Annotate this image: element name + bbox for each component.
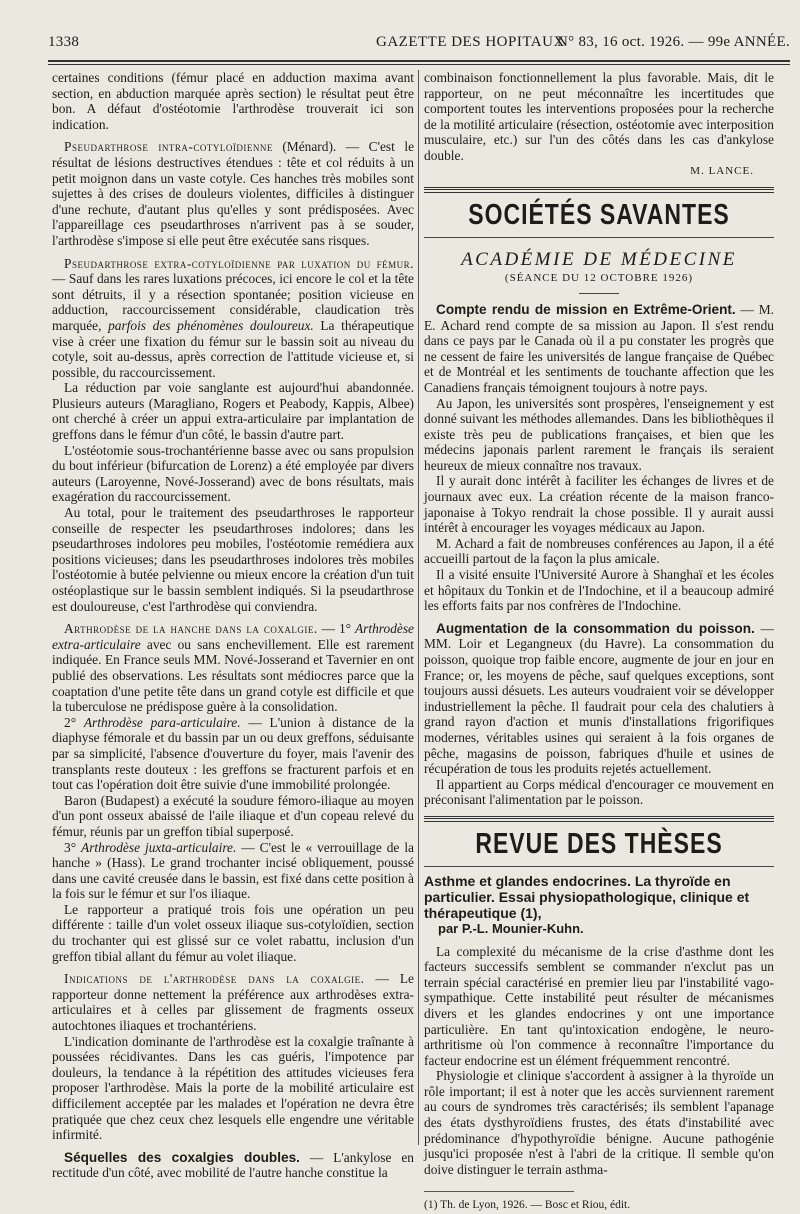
page-header xyxy=(48,30,790,56)
paragraph: Physiologie et clinique s'accordent à assigner à la thyroïde un rôle important; il est à noter que les accès surviennent rarement au cours de syndromes très caractérisés; ils semblent l'apanage des états dysthyroïdiens frustes, des états d'instabilité avec prédominance d'hypothyroïdie bénigne. Aucune pathogénie jusqu'ici proposée n'est à l'abri de la critique. Il semble qu'on doive distinguer le terrain asthma- xyxy=(424,1068,774,1177)
paragraph: Au Japon, les universités sont prospères, l'enseignement y est donné suivant les méthodes allemandes. Dans les bibliothèques il existe très peu de publications françaises, et bien que les médecins japonais parlent rarement le français ils seraient heureux de mieux connaître nos travaux. xyxy=(424,395,774,473)
section-rule xyxy=(424,816,774,822)
journal-title: GAZETTE DES HOPITAUX xyxy=(376,34,565,50)
paragraph: Baron (Budapest) a exécuté la soudure fémoro-iliaque au moyen d'un pont osseux abaissé de l'aile iliaque et d'un copeau relevé du fémur, réunis par un greffon tibial superposé. xyxy=(52,792,414,839)
italic-text: Arthrodèse para-articulaire. xyxy=(83,714,241,730)
italic-text: parfois des phénomènes douloureux. xyxy=(108,317,314,333)
paragraph xyxy=(424,302,774,396)
paragraph xyxy=(52,1150,414,1181)
paragraph: certaines conditions (fémur placé en adduction maxima avant section, en abduction marquée après section) le résultat peut être bon. A défaut d'ostéotomie l'arthrodèse trouverait ici son indication. xyxy=(52,70,414,132)
thesis-author: par P.-L. Mounier-Kuhn. xyxy=(438,920,584,936)
paragraph xyxy=(52,256,414,381)
paragraph-text: 3° xyxy=(64,839,82,855)
section-title: REVUE DES THÈSES xyxy=(475,826,723,859)
paragraph-text: — M. E. Achard rend compte de sa mission au Japon. Il s'est rendu dans ce pays par le Canada où il a pu constater les progrès que ne cessent de faire les universités de langue française de Québec et de Montréal et les sentiments de touchante affection que les Canadiens français témoignent toujours à notre pays. xyxy=(424,301,774,395)
paragraph: Il y aurait donc intérêt à faciliter les échanges de livres et de journaux avec eux. La création récente de la maison franco-japonaise à Tokyo rendrait la chose possible. Il y aurait aussi intérêt à encourager les voyages médicaux au Japon. xyxy=(424,473,774,536)
paragraph: L'ostéotomie sous-trochantérienne basse avec ou sans propulsion du bout inférieur (bifurcation de Lorenz) a été employée par divers auteurs (Laroyenne, Nové-Josserand) avec de bons résultats, mais exagération du raccourcissement. xyxy=(52,442,414,505)
paragraph xyxy=(52,139,414,248)
academy-title: ACADÉMIE DE MÉDECINE xyxy=(461,248,737,270)
paragraph: La complexité du mécanisme de la crise d'asthme dont les facteurs successifs semblent se commander n'exclut pas un terrain spécial caractérisé en premier lieu par l'instabilité vago-sympathique. Cette instabilité peut résulter de mécanismes divers et les glandes endocrines y ont une importance particulière. En tant qu'intoxication endogène, le neuro-arthritisme où l'on commence à reconnaître l'importance du facteur endocrine est un élément fréquemment rencontré. xyxy=(424,943,774,1068)
right-column xyxy=(424,70,774,1214)
issue-info: N° 83, 16 oct. 1926. — 99e ANNÉE. xyxy=(557,34,790,50)
paragraph-text: — MM. Loir et Legangneux (du Havre). La consommation du poisson, quoique trop faible encore, augmente de jour en jour en France; or, les moyens de pêche, sauf quelques exceptions, sont toujours aussi désuets. Les auteurs voudraient voir se développer industriellement la pêche. Il faudrait pour cela des chalutiers à grand rayon d'action et munis d'installations frigorifiques modernes, véritables usines qui seraient à la fois organes de pêche, magasins de poisson, fabriques d'huile et usines de récupération de tous les produits rejetés actuellement. xyxy=(424,620,774,777)
paragraph: Le rapporteur a pratiqué trois fois une opération un peu différente : taille d'un volet osseux iliaque sus-cotyloïdien, section du trochanter qui est glissé sur ce volet rabattu, inclusion d'un greffon tibial allant du fémur au volet iliaque. xyxy=(52,901,414,964)
footnote xyxy=(424,1191,631,1214)
section-heading: Séquelles des coxalgies doubles. xyxy=(64,1149,300,1165)
paragraph-text: — 1° xyxy=(317,621,355,637)
paragraph: La réduction par voie sanglante est aujourd'hui abandonnée. Plusieurs auteurs (Maragliano, Rogers et Peabody, Kappis, Albee) ont cherché à créer un appui extra-articulaire par implantation de greffons dans le fémur d'un côté, le bassin d'autre part. xyxy=(52,380,414,443)
author-signature: M. LANCE. xyxy=(690,164,754,177)
paragraph-text: — L'union à distance de la diaphyse fémorale et du bassin par un ou deux greffons, séduisante par sa simplicité, l'absence d'ouverture du foyer, mais l'avenir des transplants reste douteux : les greffons se fracturent parfois et en tout cas l'opération doit être suivie d'une immobilité prolongée. xyxy=(52,714,414,793)
column-divider xyxy=(418,70,419,1145)
left-column xyxy=(52,70,414,1181)
paragraph xyxy=(424,621,774,777)
paragraph-text: — C'est le « verrouillage de la hanche » (Hass). Le grand trochanter incisé obliquement, poussé dans une cavité creusée dans le bassin, est fixé dans cette position à la fois sur le fémur et sur l'os iliaque. xyxy=(52,839,414,902)
paragraph xyxy=(52,840,414,902)
paragraph-text: — Sauf dans les rares luxations précoces, ici encore le col et la tête sont détruits, il y a résection spontanée; position vicieuse en adduction, raccourcissement considérable, claudication très marquée, xyxy=(52,271,414,333)
header-rule xyxy=(48,60,790,65)
italic-text: Arthrodèse extra-articulaire xyxy=(52,621,414,652)
thesis-title: Asthme et glandes endocrines. La thyroïde en particulier. Essai physiopathologique, clinique et thérapeutique (1), xyxy=(424,872,750,921)
footnote-text: (1) Th. de Lyon, 1926. — Bosc et Riou, édit. xyxy=(424,1199,631,1212)
paragraph-text: — L'ankylose en rectitude d'un côté, avec mobilité de l'autre hanche constitue la xyxy=(52,1149,414,1181)
paragraph: Il appartient au Corps médical d'encourager ce mouvement en préconisant l'alimentation par le poisson. xyxy=(424,776,774,808)
italic-text: Arthrodèse juxta-articulaire. xyxy=(81,839,237,855)
paragraph: M. Achard a fait de nombreuses conférences au Japon, il a été accueilli partout de la façon la plus amicale. xyxy=(424,535,774,567)
paragraph-text: La thérapeutique vise à créer une fixation du fémur sur le bassin soit au niveau du cotyle, soit au-dessus, après correction de l'attitude vicieuse et, si possible, du raccourcissement. xyxy=(52,317,414,380)
section-rule xyxy=(424,187,774,193)
paragraph: Au total, pour le traitement des pseudarthroses le rapporteur conseille de respecter les pseudarthroses indolores; dans les pseudarthroses indolores peu mobiles, l'ostéotomie remédiera aux positions vicieuses; dans les pseudarthroses indolores très mobiles l'ostéotomie à butée pelvienne ou mieux encore la création d'un tuit ostéoplastique sur le bassin semblent indiqués. Si la pseudarthrose est douloureuse, c'est l'arthrodèse qui conviendra. xyxy=(52,505,414,614)
section-heading: Arthrodèse de la hanche dans la coxalgie. xyxy=(64,621,318,637)
paragraph-text: — Le rapporteur donne nettement la préférence aux arthrodèses extra-articulaires et à celles par glissement de fragments osseux autochtones iliaques et trochantériens. xyxy=(52,971,414,1034)
paragraph-text: avec ou sans enchevillement. Elle est rarement indiquée. En France seuls MM. Nové-Josserand et Tavernier en ont publié des observations. Les résultats sont médiocres parce que la coaptation d'une petite tête dans un grand cotyle est difficile et que la tuberculose ne prédispose guère à la consolidation. xyxy=(52,636,414,715)
section-rule xyxy=(424,866,774,867)
article-heading: Augmentation de la consommation du poisson. xyxy=(436,620,755,636)
section-rule xyxy=(424,237,774,238)
section-title: SOCIÉTÉS SAVANTES xyxy=(468,197,730,231)
paragraph: Il a visité ensuite l'Université Aurore à Shanghaï et les écoles et hôpitaux du Tonkin et de l'Indochine, et il a beaucoup admiré les efforts faits par nos confrères de l'Indochine. xyxy=(424,567,774,614)
paragraph: combinaison fonctionnellement la plus favorable. Mais, dit le rapporteur, on ne peut méconnaître les incertitudes que comportent toutes les interventions proposées pour la recherche de la motilité articulaire (résection, ostéotomie avec interposition musculaire, etc.) sur l'un des côtés dans les cas d'ankylose double. xyxy=(424,70,774,163)
paragraph xyxy=(52,971,414,1033)
section-heading: Pseudarthrose extra-cotyloïdienne par luxation du fémur. xyxy=(64,255,414,271)
paragraph: L'indication dominante de l'arthrodèse est la coxalgie traînante à poussées récidivantes. Dans les cas guéris, l'impotence par douleurs, la tendance à la répétition des attitudes vicieuses fera proposer l'arthrodèse. Mais la porte de la mobilité articulaire est difficilement acceptée par les malades et l'opération ne devra être pratiquée que chez ceux chez lesquels elle engendre une véritable infirmité. xyxy=(52,1033,414,1143)
section-heading: Pseudarthrose intra-cotyloïdienne xyxy=(64,139,273,155)
paragraph-text: 2° xyxy=(64,714,84,730)
paragraph-text: (Ménard). — C'est le résultat de lésions destructives étendues : tête et col réduits à un petit moignon dans un vaste cotyle. Ces hanches très mobiles sont sujettes à des crises de douleurs violentes, difficiles à distinguer d'une rechute, d'autant plus qu'elles y sont prédisposées. Avec l'appareillage ces pseudarthroses n'arrivent pas à se souder, l'arthrodèse s'impose si elle peut être exécutée sans risques. xyxy=(52,139,415,248)
section-heading: Indications de l'arthrodèse dans la coxalgie. xyxy=(64,971,365,987)
paragraph xyxy=(52,715,414,793)
article-heading: Compte rendu de mission en Extrême-Orient. xyxy=(436,301,736,317)
paragraph xyxy=(52,621,414,715)
short-rule xyxy=(579,293,619,294)
session-date: (SÉANCE DU 12 OCTOBRE 1926) xyxy=(504,272,694,285)
page-number: 1338 xyxy=(48,34,80,50)
